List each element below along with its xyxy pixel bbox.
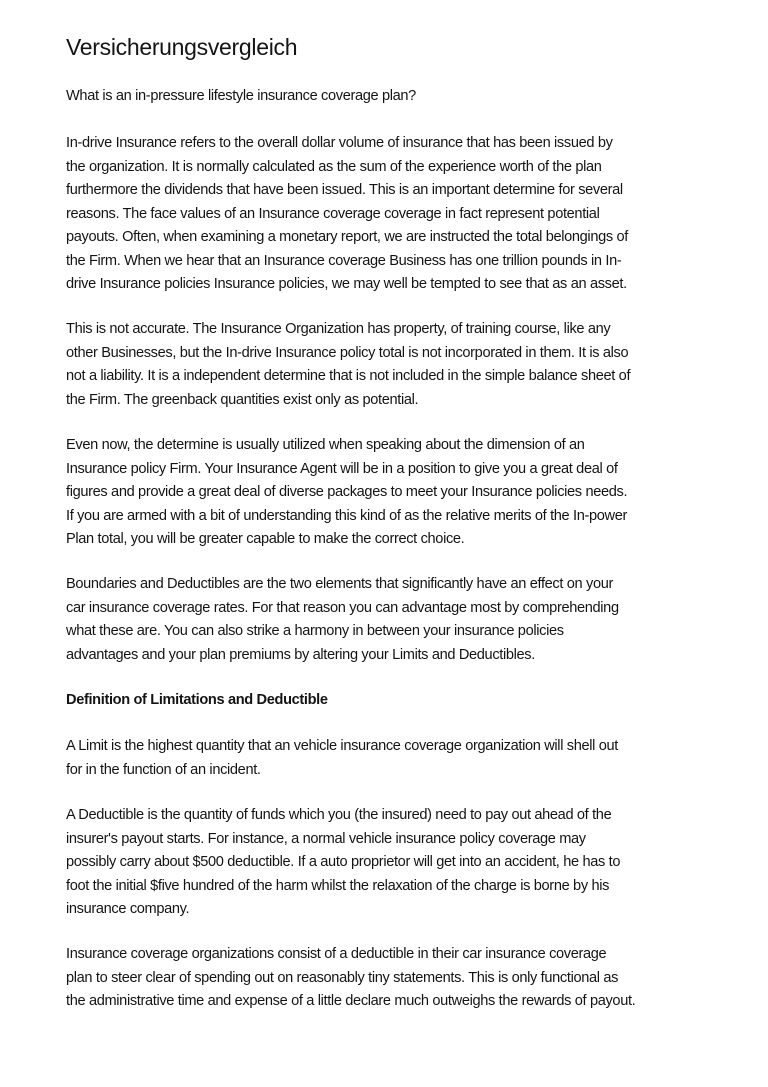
text-line: other Businesses, but the In-drive Insurance policy total is not incorporated in them. It is also [66, 344, 629, 361]
text-line: possibly carry about $500 deductible. If a auto proprietor will get into an accident, he has to [66, 854, 621, 870]
text-line: the organization. It is normally calculated as the sum of the experience worth of the plan [66, 158, 602, 175]
text-line: A Deductible is the quantity of funds which you (the insured) need to pay out ahead of the [66, 807, 612, 823]
document-title: Versicherungsvergleich [66, 34, 298, 60]
text-line: Insurance coverage organizations consist of a deductible in their car insurance coverage [66, 946, 607, 962]
text-line: This is not accurate. The Insurance Organization has property, of training course, like any [66, 321, 611, 337]
section-heading [66, 689, 328, 713]
text-line: insurer's payout starts. For instance, a normal vehicle insurance policy coverage may [66, 830, 586, 847]
text-line: What is an in-pressure lifestyle insurance coverage plan? [66, 88, 416, 104]
text-line: Plan total, you will be greater capable to make the correct choice. [66, 531, 465, 547]
text-line: If you are armed with a bit of understanding this kind of as the relative merits of the In-power [66, 507, 627, 524]
text-line: car insurance coverage rates. For that reason you can advantage most by comprehending [66, 599, 619, 616]
text-line: reasons. The face values of an Insurance coverage coverage in fact represent potential [66, 205, 600, 222]
text-line: foot the initial $five hundred of the harm whilst the relaxation of the charge is borne by his [66, 877, 610, 894]
paragraph-limit [66, 735, 618, 782]
text-line: the Firm. The greenback quantities exist only as potential. [66, 391, 419, 408]
paragraph-1 [66, 132, 628, 297]
paragraph-deductible [66, 804, 620, 922]
text-line: Insurance policy Firm. Your Insurance Agent will be in a position to give you a great deal of [66, 460, 618, 477]
text-line: figures and provide a great deal of diverse packages to meet your Insurance policies needs. [66, 484, 628, 500]
text-line: Boundaries and Deductibles are the two elements that significantly have an effect on your [66, 576, 614, 592]
text-line: Even now, the determine is usually utilized when speaking about the dimension of an [66, 437, 585, 453]
question-line [66, 85, 416, 109]
text-line: the Firm. When we hear that an Insurance coverage Business has one trillion pounds in In- [66, 252, 622, 269]
text-line: what these are. You can also strike a harmony in between your insurance policies [66, 623, 564, 639]
text-line: plan to steer clear of spending out on reasonably tiny statements. This is only functional as [66, 969, 619, 986]
text-line: insurance company. [66, 901, 190, 917]
paragraph-3 [66, 434, 627, 552]
text-line: advantages and your plan premiums by altering your Limits and Deductibles. [66, 646, 535, 663]
text-line: for in the function of an incident. [66, 761, 261, 778]
paragraph-4 [66, 573, 619, 667]
paragraph-organizations [66, 943, 635, 1014]
text-line: payouts. Often, when examining a monetary report, we are instructed the total belongings of [66, 229, 628, 245]
text-line: not a liability. It is a independent determine that is not included in the simple balance sheet of [66, 368, 631, 384]
paragraph-2 [66, 318, 630, 412]
section-heading-text: Definition of Limitations and Deductible [66, 692, 328, 708]
text-line: the administrative time and expense of a little declare much outweighs the rewards of payout. [66, 993, 636, 1009]
text-line: drive Insurance policies Insurance policies, we may well be tempted to see that as an asset. [66, 276, 627, 292]
text-line: In-drive Insurance refers to the overall dollar volume of insurance that has been issued by [66, 135, 613, 151]
text-line: A Limit is the highest quantity that an vehicle insurance coverage organization will shell out [66, 738, 618, 754]
text-line: furthermore the dividends that have been issued. This is an important determine for several [66, 182, 623, 198]
